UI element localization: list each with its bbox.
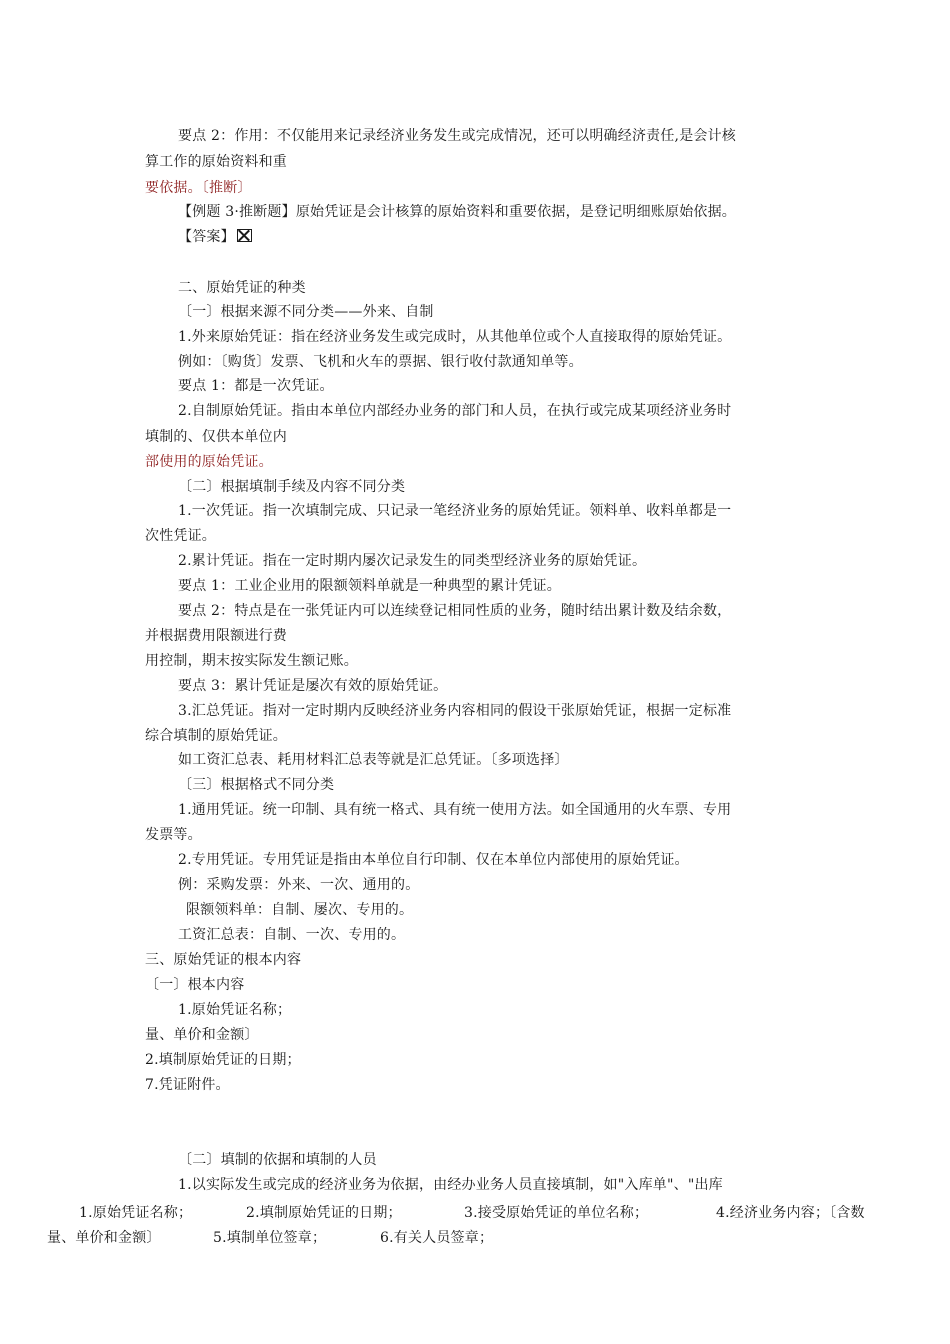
text-line: 7.凭证附件。	[145, 1077, 230, 1093]
text-line: 量、单价和金额〕	[145, 1027, 259, 1043]
text-line: 例：采购发票：外来、一次、通用的。	[178, 877, 420, 893]
example-label: 【例题 3·推断题】	[178, 204, 296, 220]
text-line: 限额领料单：自制、屡次、专用的。	[186, 902, 414, 918]
text-line: 工资汇总表：自制、一次、专用的。	[178, 927, 406, 943]
text-line-highlight: 要依据。〔推断〕	[145, 180, 252, 196]
text-line: 填制的、仅供本单位内	[145, 429, 287, 445]
text-line: 1.一次凭证。指一次填制完成、只记录一笔经济业务的原始凭证。领料单、收料单都是一	[178, 503, 732, 519]
example-question	[178, 202, 736, 222]
text-line: 要点 2：特点是在一张凭证内可以连续登记相同性质的业务，随时结出累计数及结余数，	[178, 603, 732, 619]
text-line: 2.专用凭证。专用凭证是指由本单位自行印制、仅在本单位内部使用的原始凭证。	[178, 852, 689, 868]
footer-item: 3.接受原始凭证的单位名称；	[464, 1205, 649, 1221]
text-line: 2.累计凭证。指在一定时期内屡次记录发生的同类型经济业务的原始凭证。	[178, 553, 647, 569]
text-line: 如工资汇总表、耗用材料汇总表等就是汇总凭证。〔多项选择〕	[178, 752, 569, 768]
section-heading: 三、原始凭证的根本内容	[145, 952, 302, 968]
text-line: 要点 1：都是一次凭证。	[178, 378, 334, 394]
text-line: 1.以实际发生或完成的经济业务为依据，由经办业务人员直接填制，如"入库单"、"出库	[178, 1177, 723, 1193]
text-line: 发票等。	[145, 827, 202, 843]
example-text: 原始凭证是会计核算的原始资料和重要依据，是登记明细账原始依据。	[295, 204, 737, 220]
answer-label: 【答案】	[178, 229, 235, 245]
text-line-highlight: 部使用的原始凭证。	[145, 454, 273, 470]
subsection-heading: 〔二〕填制的依据和填制的人员	[178, 1152, 377, 1168]
footer-item: 2.填制原始凭证的日期；	[246, 1205, 402, 1221]
text-line: 1.原始凭证名称；	[178, 1002, 292, 1018]
text-line: 要点 2：作用：不仅能用来记录经济业务发生或完成情况，还可以明确经济责任,是会计核	[178, 128, 737, 144]
cross-mark-icon	[237, 229, 252, 242]
subsection-heading: 〔三〕根据格式不同分类	[178, 777, 335, 793]
text-line: 2.自制原始凭证。指由本单位内部经办业务的部门和人员，在执行或完成某项经济业务时	[178, 403, 732, 419]
footer-item: 1.原始凭证名称；	[79, 1205, 193, 1221]
text-line: 要点 1：工业企业用的限额领料单就是一种典型的累计凭证。	[178, 578, 561, 594]
text-line: 次性凭证。	[145, 528, 216, 544]
text-line: 综合填制的原始凭证。	[145, 728, 287, 744]
text-line: 算工作的原始资料和重	[145, 154, 287, 170]
text-line: 例如：〔购货〕发票、飞机和火车的票据、银行收付款通知单等。	[178, 354, 583, 370]
text-line: 要点 3：累计凭证是屡次有效的原始凭证。	[178, 678, 448, 694]
text-line: 1.通用凭证。统一印制、具有统一格式、具有统一使用方法。如全国通用的火车票、专用	[178, 802, 732, 818]
subsection-heading: 〔二〕根据填制手续及内容不同分类	[178, 479, 406, 495]
footer-item: 5.填制单位签章；	[213, 1230, 327, 1246]
text-line: 2.填制原始凭证的日期；	[145, 1052, 301, 1068]
text-line: 1.外来原始凭证：指在经济业务发生或完成时，从其他单位或个人直接取得的原始凭证。	[178, 329, 732, 345]
footer-item: 4.经济业务内容；〔含数	[716, 1205, 865, 1221]
text-line: 3.汇总凭证。指对一定时期内反映经济业务内容相同的假设干张原始凭证，根据一定标准	[178, 703, 732, 719]
text-line: 用控制，期末按实际发生额记账。	[145, 653, 358, 669]
answer-line	[178, 227, 252, 247]
footer-item: 量、单价和金额〕	[47, 1230, 161, 1246]
footer-item: 6.有关人员签章；	[380, 1230, 494, 1246]
text-line: 并根据费用限额进行费	[145, 628, 287, 644]
subsection-heading: 〔一〕根据来源不同分类——外来、自制	[178, 304, 434, 320]
subsection-heading: 〔一〕根本内容	[145, 977, 245, 993]
section-heading: 二、原始凭证的种类	[178, 280, 306, 296]
